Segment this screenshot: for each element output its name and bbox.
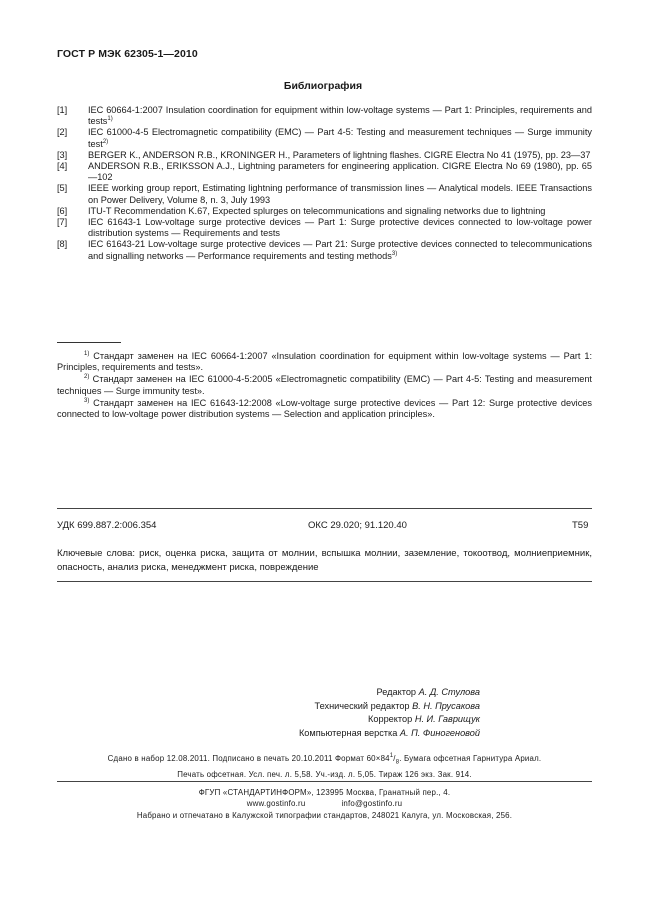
publisher-website[interactable]: www.gostinfo.ru — [246, 799, 306, 809]
credit-name: А. Д. Стулова — [418, 687, 480, 697]
credit-role: Корректор — [368, 714, 413, 725]
credit-proofreader — [180, 713, 480, 727]
keywords: Ключевые слова: риск, оценка риска, защита от молнии, вспышка молнии, заземление, токоотвод, молниеприемник, опасность, анализ риска, менеджмент риска, повреждение — [57, 548, 592, 573]
reference-text: ITU-T Recommendation K.67, Expected splurges on telecommunications and signaling networks due to lightning — [88, 205, 546, 216]
section-divider — [57, 581, 592, 582]
reference-item — [57, 183, 592, 205]
footnote — [57, 374, 592, 396]
credit-editor — [180, 686, 480, 700]
publisher-address: ФГУП «СТАНДАРТИНФОРМ», 123995 Москва, Гранатный пер., 4. — [198, 788, 451, 797]
reference-item — [57, 105, 592, 127]
reference-text — [88, 239, 592, 261]
reference-number: [6] — [57, 205, 68, 216]
publisher-info — [57, 787, 592, 821]
reference-item — [57, 127, 592, 149]
footnote-list — [57, 351, 592, 421]
footnote-text: Стандарт заменен на IEC 61000-4-5:2005 «Electromagnetic compatibility (EMC) — Part 4-5: Testing and measurement techniques — Surge immunity test». — [57, 374, 592, 396]
credit-name: А. П. Финогеновой — [399, 727, 480, 738]
footnote — [57, 398, 592, 420]
reference-number: [3] — [57, 149, 68, 160]
printing-house: Набрано и отпечатано в Калужской типографии стандартов, 248021 Калуга, ул. Московская, 256. — [136, 810, 513, 820]
footnote-number: 3) — [84, 397, 90, 404]
reference-number: [5] — [57, 183, 68, 194]
credits-block — [180, 686, 480, 740]
reference-body: IEC 61643-21 Low-voltage surge protective devices — Part 21: Surge protective devices connected to telecommunications and signalling networks — Performance requirements and testing methods — [88, 239, 592, 261]
footnote-text: Стандарт заменен на IEC 61643-12:2008 «Low-voltage surge protective devices — Part 12: Surge protective devices connected to low-voltage power distribution systems — Selection and application principles». — [57, 397, 592, 420]
footnote-divider — [57, 342, 121, 343]
format-fraction-num: 1 — [389, 753, 394, 759]
reference-item — [57, 150, 592, 161]
reference-number: [4] — [57, 161, 68, 172]
section-divider — [57, 781, 592, 782]
reference-text: IEC 61643-1 Low-voltage surge protective devices — Part 1: Surge protective devices connected to low-voltage power distribution systems — Requirements and tests — [88, 217, 592, 239]
reference-body: IEC 60664-1:2007 Insulation coordination for equipment within low-voltage systems — Part 1: Principles, requirements and tests — [88, 105, 592, 127]
publisher-contacts — [57, 798, 592, 809]
credit-name: В. Н. Прусакова — [412, 700, 480, 711]
reference-body: IEC 61000-4-5 Electromagnetic compatibility (EMC) — Part 4-5: Testing and measurement techniques — Surge immunity test — [88, 127, 592, 149]
reference-number: [8] — [57, 239, 68, 250]
footnote — [57, 351, 592, 373]
footnote-mark[interactable]: 3) — [391, 250, 398, 257]
footnote-number: 1) — [84, 351, 90, 357]
publication-line-2: Печать офсетная. Усл. печ. л. 5,58. Уч.-изд. л. 5,05. Тираж 126 экз. Зак. 914. — [177, 770, 472, 780]
publication-info — [57, 753, 592, 781]
reference-text — [88, 105, 592, 127]
reference-text: BERGER K., ANDERSON R.B., KRONINGER H., Parameters of lightning flashes. CIGRE Electra No 41 (1975), pp. 23—37 — [88, 149, 591, 160]
footnote-number: 2) — [84, 374, 90, 381]
reference-list — [57, 105, 592, 262]
oks-code: ОКС 29.020; 91.120.40 — [308, 520, 407, 531]
credit-name: Н. И. Гаврищук — [414, 714, 480, 725]
standard-code: ГОСТ Р МЭК 62305-1—2010 — [57, 48, 198, 60]
group-code: Т59 — [572, 520, 589, 531]
udk-code: УДК 699.887.2:006.354 — [57, 520, 157, 531]
reference-item — [57, 217, 592, 239]
reference-number: [1] — [57, 105, 68, 115]
footnote-text: Стандарт заменен на IEC 60664-1:2007 «Insulation coordination for equipment within low-voltage systems — Part 1: Principles, requirements and tests». — [57, 351, 592, 373]
publication-line-1: Сдано в набор 12.08.2011. Подписано в печать 20.10.2011 Формат $60\times 84^1/_8$. Бумага офсетная Гарнитура Ариал. — [107, 753, 542, 766]
reference-text: ANDERSON R.B., ERIKSSON A.J., Lightning parameters for engineering application. CIGRE Electra No 69 (1980), pp. 65—102 — [88, 161, 592, 183]
footnote-mark[interactable]: 1) — [107, 116, 113, 123]
format-fraction-den: 8 — [395, 759, 400, 766]
reference-text: IEEE working group report, Estimating lightning performance of transmission lines — Analytical models. IEEE Transactions on Power Delivery, Volume 8, n. 3, July 1993 — [88, 183, 592, 205]
credit-role: Компьютерная верстка — [298, 727, 398, 738]
reference-item — [57, 206, 592, 217]
credit-tech-editor — [180, 700, 480, 714]
credit-role: Технический редактор — [314, 700, 410, 711]
reference-number: [2] — [57, 127, 68, 138]
publication-dates: Сдано в набор 12.08.2011. Подписано в печать 20.10.2011 Формат 60×84 — [107, 754, 390, 763]
reference-item — [57, 161, 592, 183]
reference-item — [57, 239, 592, 261]
publisher-email[interactable]: info@gostinfo.ru — [341, 799, 403, 809]
bibliography-title: Библиография — [283, 80, 363, 92]
credit-role: Редактор — [376, 687, 417, 697]
reference-number: [7] — [57, 217, 68, 228]
credit-layout — [180, 727, 480, 741]
publication-paper: . Бумага офсетная Гарнитура Ариал. — [399, 754, 542, 763]
footnote-mark[interactable]: 2) — [102, 138, 109, 145]
section-divider — [57, 508, 592, 509]
reference-text — [88, 127, 592, 149]
